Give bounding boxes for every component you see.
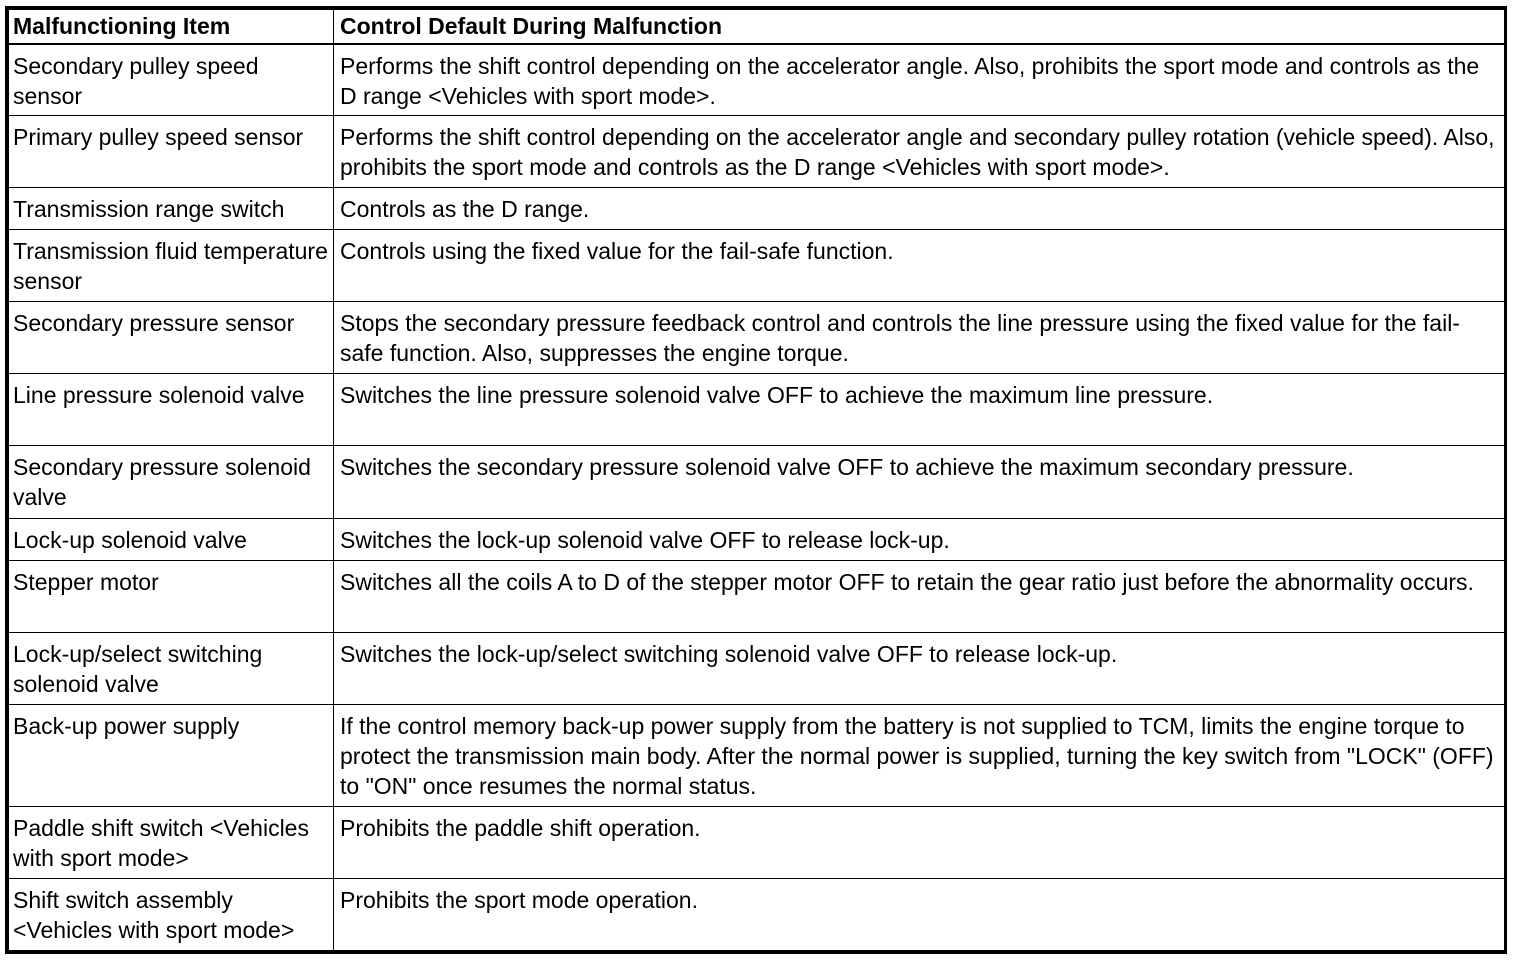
table-row [9,230,1505,302]
control-default-cell: Prohibits the paddle shift operation. [334,806,1505,878]
header-malfunctioning-item: Malfunctioning Item [9,10,334,44]
table-row [9,302,1505,374]
malfunctioning-item-cell: Transmission fluid temperature sensor [9,230,334,302]
malfunctioning-item-cell: Secondary pressure solenoid valve [9,446,334,518]
table-row [9,374,1505,446]
table-row [9,116,1505,188]
control-default-cell: Performs the shift control depending on the accelerator angle and secondary pulley rotation (vehicle speed). Also, prohibits the sport mode and controls as the D range <Vehicles with sport mode>. [334,116,1505,188]
control-default-cell: Switches the line pressure solenoid valve OFF to achieve the maximum line pressure. [334,374,1505,446]
malfunction-table [8,9,1505,951]
table-header-row [9,10,1505,44]
malfunctioning-item-cell: Lock-up/select switching solenoid valve [9,632,334,704]
control-default-cell: Stops the secondary pressure feedback control and controls the line pressure using the fixed value for the fail-safe function. Also, suppresses the engine torque. [334,302,1505,374]
table-row [9,188,1505,230]
table-row [9,704,1505,806]
control-default-cell: Prohibits the sport mode operation. [334,878,1505,950]
table-row [9,446,1505,518]
control-default-cell: Controls using the fixed value for the fail-safe function. [334,230,1505,302]
table-row [9,560,1505,632]
control-default-cell: Switches the lock-up solenoid valve OFF to release lock-up. [334,518,1505,560]
malfunction-table-frame [5,6,1507,954]
control-default-cell: If the control memory back-up power supply from the battery is not supplied to TCM, limits the engine torque to protect the transmission main body. After the normal power is supplied, turning the key switch from "LOCK" (OFF) to "ON" once resumes the normal status. [334,704,1505,806]
control-default-cell: Controls as the D range. [334,188,1505,230]
table-row [9,44,1505,116]
control-default-cell: Switches the secondary pressure solenoid valve OFF to achieve the maximum secondary pressure. [334,446,1505,518]
malfunctioning-item-cell: Transmission range switch [9,188,334,230]
malfunctioning-item-cell: Shift switch assembly <Vehicles with sport mode> [9,878,334,950]
table-row [9,632,1505,704]
malfunctioning-item-cell: Back-up power supply [9,704,334,806]
malfunctioning-item-cell: Secondary pressure sensor [9,302,334,374]
malfunctioning-item-cell: Primary pulley speed sensor [9,116,334,188]
malfunctioning-item-cell: Line pressure solenoid valve [9,374,334,446]
header-control-default: Control Default During Malfunction [334,10,1505,44]
malfunctioning-item-cell: Secondary pulley speed sensor [9,44,334,116]
table-row [9,806,1505,878]
control-default-cell: Performs the shift control depending on the accelerator angle. Also, prohibits the sport mode and controls as the D range <Vehicles with sport mode>. [334,44,1505,116]
malfunctioning-item-cell: Lock-up solenoid valve [9,518,334,560]
malfunctioning-item-cell: Paddle shift switch <Vehicles with sport mode> [9,806,334,878]
control-default-cell: Switches all the coils A to D of the stepper motor OFF to retain the gear ratio just before the abnormality occurs. [334,560,1505,632]
table-row [9,518,1505,560]
control-default-cell: Switches the lock-up/select switching solenoid valve OFF to release lock-up. [334,632,1505,704]
table-row [9,878,1505,950]
malfunctioning-item-cell: Stepper motor [9,560,334,632]
